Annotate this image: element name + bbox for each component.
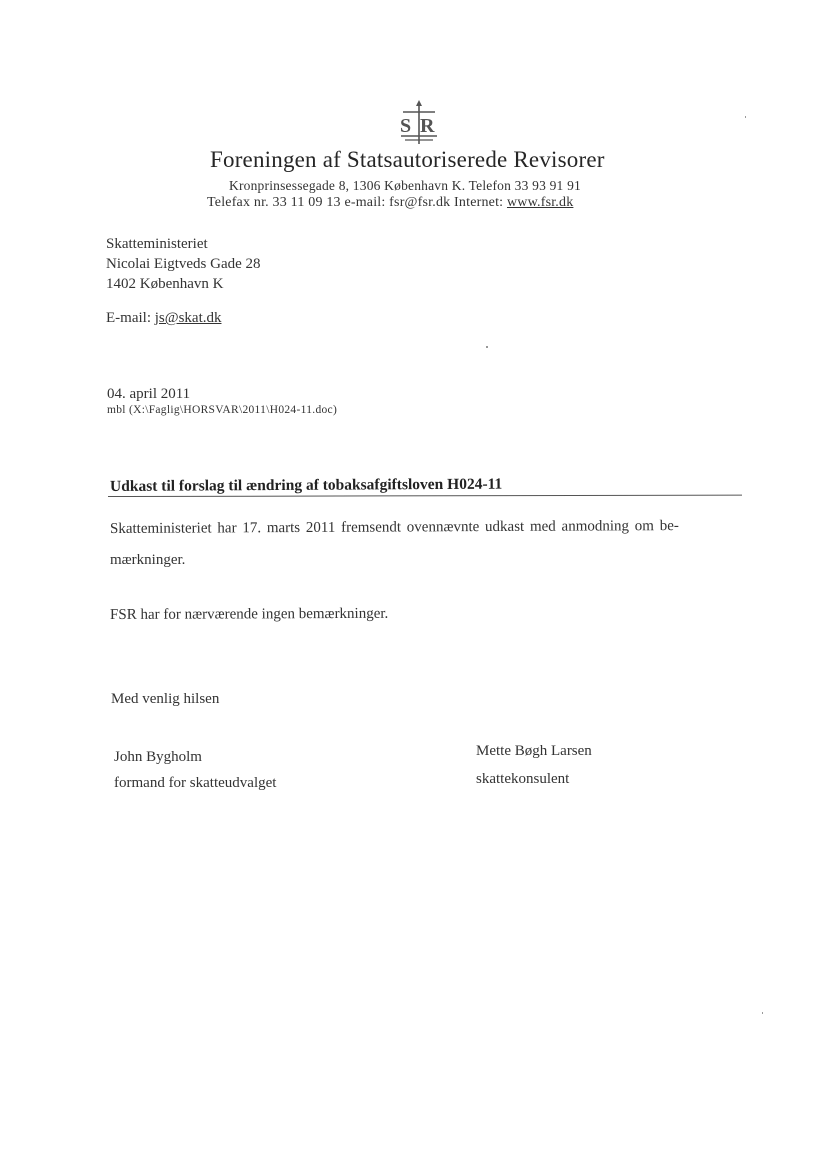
recipient-email-line: [106, 310, 221, 327]
recipient-address: [106, 234, 261, 294]
svg-text:S: S: [400, 115, 412, 137]
scan-speck: [745, 116, 746, 118]
signatory-title: skattekonsulent: [476, 771, 570, 787]
letter-subject: Udkast til forslag til ændring af tobaksafgiftsloven H024-11: [109, 475, 503, 495]
signatory-title: formand for skatteudvalget: [114, 775, 277, 791]
paragraph-2: FSR har for nærværende ingen bemærkninger.: [109, 605, 389, 623]
signatory-name: John Bygholm: [114, 749, 202, 765]
closing-greeting: Med venlig hilsen: [111, 691, 220, 707]
svg-text:R: R: [420, 115, 435, 137]
letter-date: 04. april 2011: [107, 386, 191, 402]
organization-contact: [207, 195, 573, 211]
paragraph-1-line-1: Skatteministeriet har 17. marts 2011 fremsendt ovennævnte udkast med anmodning om be-: [109, 518, 679, 537]
organization-name: Foreningen af Statsautoriserede Revisorer: [210, 147, 605, 172]
recipient-name: Skatteministeriet: [106, 236, 208, 252]
email-label: E-mail:: [106, 310, 155, 326]
scan-speck: [762, 1012, 763, 1014]
organization-address: Kronprinsessegade 8, 1306 København K. Telefon 33 93 91 91: [229, 178, 581, 193]
contact-details: Telefax nr. 33 11 09 13 e-mail: fsr@fsr.dk Internet:: [207, 195, 507, 210]
scan-speck: [486, 346, 488, 348]
recipient-city: 1402 København K: [106, 276, 224, 292]
subject-underline: [108, 495, 742, 497]
website-link[interactable]: www.fsr.dk: [506, 195, 574, 210]
signatory-name: Mette Bøgh Larsen: [476, 743, 592, 759]
file-reference: mbl (X:\Faglig\HORSVAR\2011\H024-11.doc): [107, 404, 338, 416]
paragraph-1-line-2: mærkninger.: [110, 552, 186, 568]
recipient-street: Nicolai Eigtveds Gade 28: [106, 256, 261, 272]
recipient-email-link[interactable]: js@skat.dk: [154, 310, 222, 326]
fsr-logo: [397, 100, 441, 146]
